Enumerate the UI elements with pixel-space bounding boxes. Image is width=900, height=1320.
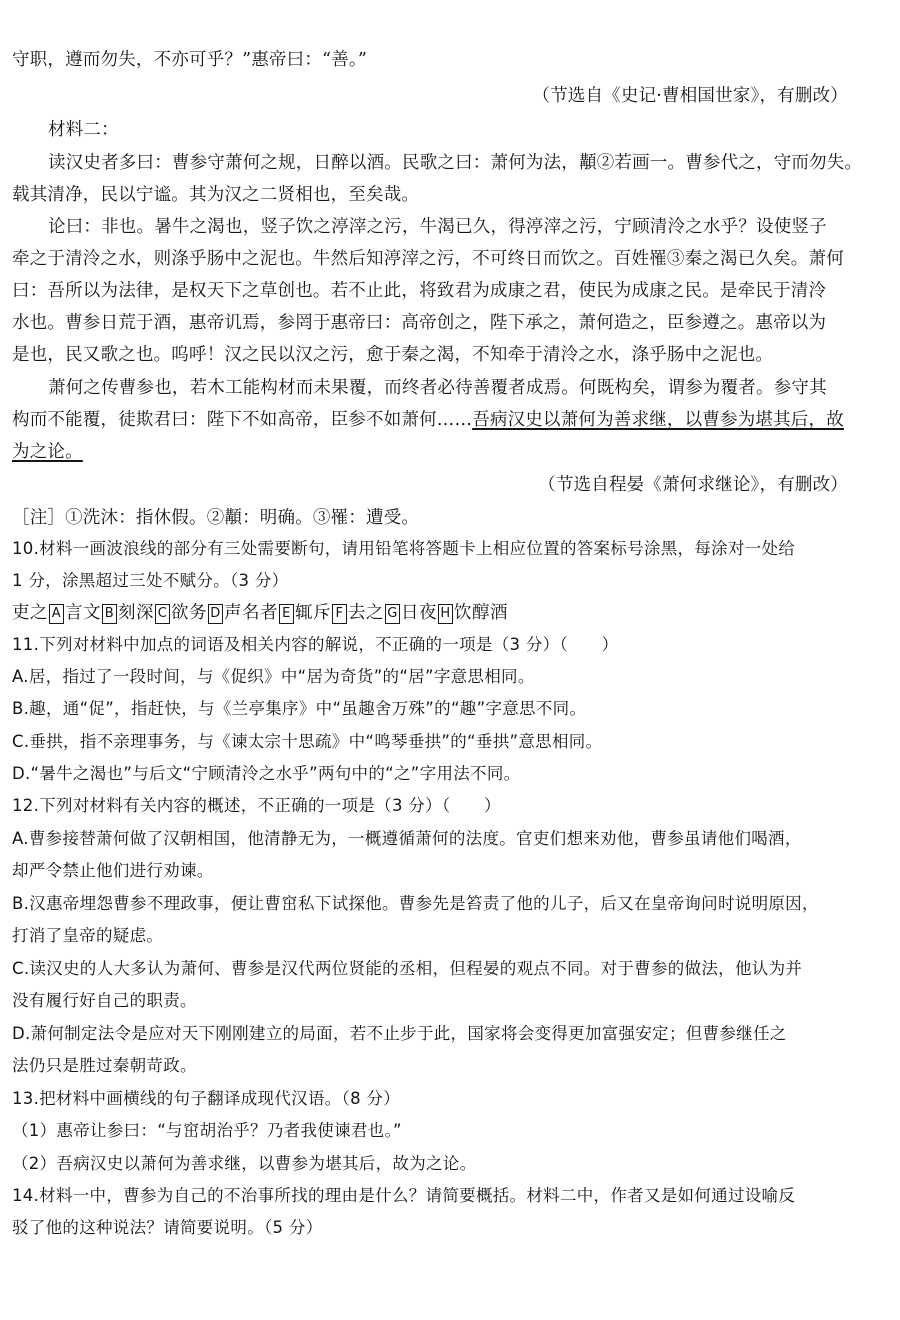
q12-option-D-line1: D.萧何制定法令是应对天下刚刚建立的局面，若不止步于此，国家将会变得更加富强安定；但曹参继任之 — [12, 1024, 787, 1043]
q11-option-D: D.“暑牛之渴也”与后文“宁顾清泠之水乎”两句中的“之”字用法不同。 — [12, 764, 521, 783]
q10-stem-line2: 1 分，涂黑超过三处不赋分。（3 分） — [12, 571, 289, 590]
q12-option-B-line1: B.汉惠帝埋怨曹参不理政事，便让曹窋私下试探他。曹参先是笞责了他的儿子，后又在皇帝询问时说明原因， — [12, 894, 819, 913]
q10-mark-B[interactable]: B — [102, 604, 117, 624]
text2-para1-line2: 载其清净，民以宁谧。其为汉之二贤相也，至矣哉。 — [12, 185, 420, 205]
underlined-sentence-part2: 为之论。 — [12, 442, 83, 462]
text2-para1-line1: 读汉史者多曰：曹参守萧何之规，日醉以酒。民歌之曰：萧何为法，顜②若画一。曹参代之，守而勿失。 — [48, 153, 863, 173]
q10-segment: 言文 — [65, 603, 101, 623]
q10-mark-F[interactable]: F — [332, 604, 347, 624]
q11-option-C: C.垂拱，指不亲理事务，与《谏太宗十思疏》中“鸣琴垂拱”的“垂拱”意思相同。 — [12, 732, 603, 751]
text2-para2-line1: 论曰：非也。暑牛之渴也，竖子饮之渟滓之污，牛渴已久，得渟滓之污，宁顾清泠之水乎？设使竖子 — [48, 217, 827, 237]
q10-mark-E[interactable]: E — [279, 604, 294, 624]
q11-stem: 11.下列对材料中加点的词语及相关内容的解说，不正确的一项是（3 分）（ ） — [12, 635, 619, 654]
q10-mark-H[interactable]: H — [438, 604, 453, 624]
q10-segment: 饮醇酒 — [454, 603, 508, 623]
q10-segment: 吏之 — [12, 603, 48, 623]
q10-segment: 日夜 — [401, 603, 437, 623]
q10-segment: 声名者 — [224, 603, 278, 623]
q12-option-C-line2: 没有履行好自己的职责。 — [12, 991, 197, 1010]
q12-option-B-line2: 打消了皇帝的疑虑。 — [12, 926, 164, 945]
q10-mark-G[interactable]: G — [385, 604, 400, 624]
text2-para2-line4: 水也。曹参日荒于酒，惠帝讥焉，参罔于惠帝曰：高帝创之，陛下承之，萧何造之，臣参遵之。惠帝以为 — [12, 313, 827, 333]
footnotes: ［注］①洗沐：指休假。②顜：明确。③罹：遭受。 — [12, 508, 420, 528]
q13-stem: 13.把材料中画横线的句子翻译成现代汉语。（8 分） — [12, 1089, 401, 1108]
q10-stem-line1: 10.材料一画波浪线的部分有三处需要断句，请用铅笔将答题卡上相应位置的答案标号涂黑，每涂对一处给 — [12, 539, 796, 558]
q10-segment: 辄斥 — [295, 603, 331, 623]
q12-stem: 12.下列对材料有关内容的概述，不正确的一项是（3 分）（ ） — [12, 796, 501, 815]
text2-para2-line5: 是也，民又歌之也。呜呼！汉之民以汉之污，愈于秦之渴，不知牵于清泠之水，涤乎肠中之泥也。 — [12, 345, 774, 365]
text2-heading: 材料二： — [48, 120, 119, 140]
q14-stem-line2: 驳了他的这种说法？请简要说明。（5 分） — [12, 1218, 323, 1237]
q12-option-C-line1: C.读汉史的人大多认为萧何、曹参是汉代两位贤能的丞相，但程晏的观点不同。对于曹参的做法，他认为并 — [12, 959, 803, 978]
q10-mark-D[interactable]: D — [208, 604, 223, 624]
q12-option-A-line2: 却严令禁止他们进行劝谏。 — [12, 861, 214, 880]
text2-source: （节选自程晏《萧何求继论》，有删改） — [538, 475, 848, 495]
text2-para3-line3 — [12, 440, 860, 464]
text2-para3-plain: 构而不能覆，徒欺君曰：陛下不如高帝，臣参不如萧何…… — [12, 410, 473, 430]
text2-para3-line2 — [12, 408, 860, 432]
text2-para3-line1: 萧何之传曹参也，若木工能构材而未果覆，而终者必待善覆者成焉。何既构矣，谓参为覆者。参守其 — [48, 378, 827, 398]
underlined-sentence-part1: 吾病汉史以萧何为善求继，以曹参为堪其后，故 — [472, 410, 844, 430]
q13-sentence-1: （1）惠帝让参曰：“与窋胡治乎？乃者我使谏君也。” — [12, 1121, 402, 1140]
q12-option-D-line2: 法仍只是胜过秦朝苛政。 — [12, 1056, 197, 1075]
q10-segment: 刻深 — [118, 603, 154, 623]
q10-mark-A[interactable]: A — [49, 604, 64, 624]
q13-sentence-2: （2）吾病汉史以萧何为善求继，以曹参为堪其后，故为之论。 — [12, 1154, 477, 1173]
q12-option-A-line1: A.曹参接替萧何做了汉朝相国，他清静无为，一概遵循萧何的法度。官吏们想来劝他，曹参虽请他们喝酒， — [12, 829, 802, 848]
q10-mark-C[interactable]: C — [155, 604, 170, 624]
text2-para2-line2: 牵之于清泠之水，则涤乎肠中之泥也。牛然后知渟滓之污，不可终日而饮之。百姓罹③秦之渴已久矣。萧何 — [12, 249, 844, 269]
q14-stem-line1: 14.材料一中，曹参为自己的不治事所找的理由是什么？请简要概括。材料二中，作者又是如何通过设喻反 — [12, 1186, 796, 1205]
q10-segment: 欲务 — [171, 603, 207, 623]
text1-source: （节选自《史记·曹相国世家》，有删改） — [532, 86, 848, 106]
text1-last-line: 守职，遵而勿失，不亦可乎？”惠帝曰：“善。” — [12, 50, 367, 70]
q11-option-A: A.居，指过了一段时间，与《促织》中“居为奇货”的“居”字意思相同。 — [12, 667, 535, 686]
text2-para2-line3: 曰：吾所以为法律，是权天下之草创也。若不止此，将致君为成康之君，使民为成康之民。是牵民于清泠 — [12, 281, 827, 301]
q10-segment: 去之 — [348, 603, 384, 623]
q10-sentence-break-options — [12, 601, 860, 625]
q11-option-B: B.趣，通“促”，指赶快，与《兰亭集序》中“虽趣舍万殊”的“趣”字意思不同。 — [12, 699, 587, 718]
